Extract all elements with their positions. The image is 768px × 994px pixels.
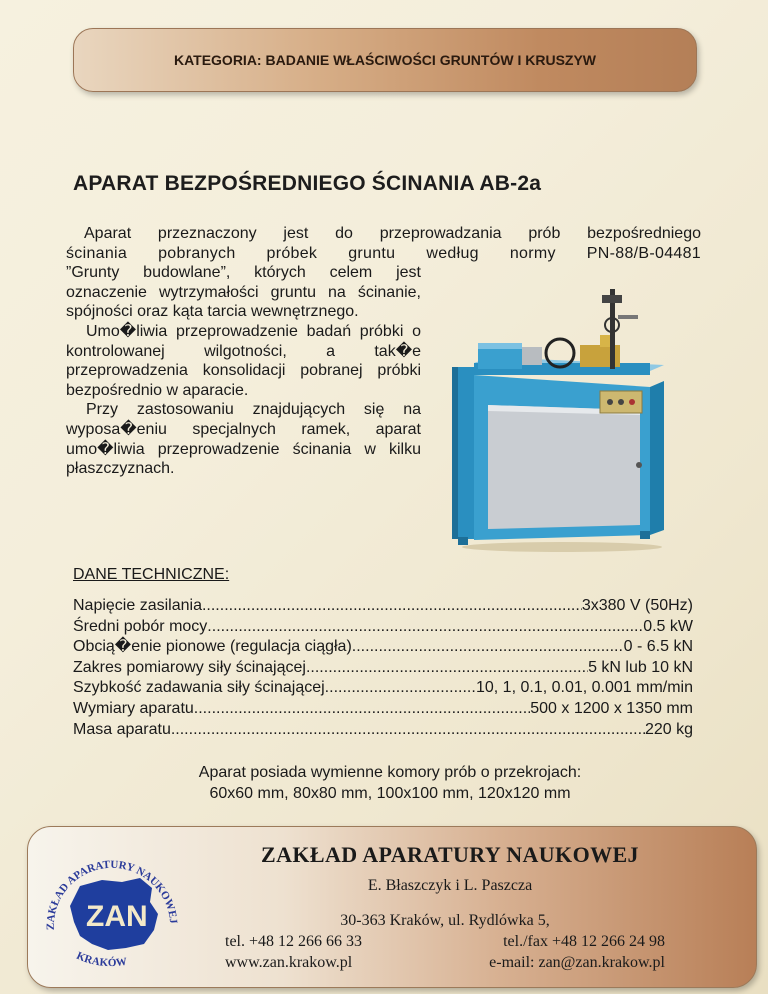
zan-logo xyxy=(40,852,182,974)
company-address: 30-363 Kraków, ul. Rydlówka 5, xyxy=(340,912,550,929)
category-banner xyxy=(73,28,697,92)
logo-top-text: ZAKŁAD APARATURY NAUKOWEJ xyxy=(44,858,180,931)
intro-line-1: Aparat przeznaczony jest do przeprowadzania prób bezpośredniego xyxy=(84,225,701,242)
intro-paragraph-3: Przy zastosowaniu znajdujących się na wyposa�eniu specjalnych ramek, aparat umo�liwia przeprowadzenie ścinania w kilku płaszczyznach. xyxy=(66,401,421,478)
spec-value: 0.5 kW xyxy=(643,617,693,635)
spec-row xyxy=(73,596,693,617)
technical-data-heading: DANE TECHNICZNE: xyxy=(73,566,230,583)
spec-label: Obcią�enie pionowe (regulacja ciągła) xyxy=(73,638,352,656)
company-block xyxy=(220,842,680,895)
company-name: ZAKŁAD APARATURY NAUKOWEJ xyxy=(261,842,639,867)
chambers-line-2: 60x60 mm, 80x80 mm, 100x100 mm, 120x120 mm xyxy=(209,785,571,802)
spec-label: Zakres pomiarowy siły ścinającej xyxy=(73,658,306,676)
chambers-info xyxy=(90,762,690,804)
spec-value: 5 kN lub 10 kN xyxy=(588,658,693,676)
spec-label: Napięcie zasilania xyxy=(73,597,202,614)
company-owners: E. Błaszczyk i L. Paszcza xyxy=(367,877,533,894)
spec-row xyxy=(73,658,693,679)
spec-row xyxy=(73,617,693,638)
intro-paragraph-2: Umo�liwia przeprowadzenie badań próbki o kontrolowanej wilgotności, a tak�e przeprowadzenia konsolidacji pobranej próbki bezpośrednio w aparacie. xyxy=(66,322,421,399)
intro-line-2: ścinania pobranych próbek gruntu według normy PN-88/B-04481 xyxy=(66,244,701,262)
logo-bottom-text: KRAKÓW xyxy=(74,949,128,970)
spec-value: 500 x 1200 x 1350 mm xyxy=(530,699,693,717)
spec-label: Masa aparatu xyxy=(73,720,171,738)
fax-number: tel./fax +48 12 266 24 98 xyxy=(503,933,665,950)
spec-row xyxy=(73,720,693,741)
spec-row xyxy=(73,637,693,658)
page-title: APARAT BEZPOŚREDNIEGO ŚCINANIA AB-2a xyxy=(73,172,542,195)
spec-value: 220 kg xyxy=(644,720,693,738)
technical-specs xyxy=(73,596,693,740)
spec-label: Wymiary aparatu xyxy=(73,699,194,717)
spec-row xyxy=(73,699,693,720)
spec-value: 0 - 6.5 kN xyxy=(623,638,693,656)
spec-value: 10, 1, 0.1, 0.01, 0.001 mm/min xyxy=(475,679,693,697)
spec-label: Średni pobór mocy xyxy=(73,617,208,635)
logo-center-text: ZAN xyxy=(86,900,148,933)
spec-value: 3x380 V (50Hz) xyxy=(581,597,693,614)
intro-paragraph-1: ”Grunty budowlane”, których celem jest oznaczenie wytrzymałości gruntu na ścinanie, spójności oraz kąta tarcia wewnętrznego. xyxy=(66,264,421,321)
category-label: KATEGORIA: BADANIE WŁAŚCIWOŚCI GRUNTÓW I KRUSZYW xyxy=(173,52,597,68)
chambers-line-1: Aparat posiada wymienne komory prób o przekrojach: xyxy=(198,764,582,781)
website-link[interactable]: www.zan.krakow.pl xyxy=(225,954,353,971)
shear-apparatus-image xyxy=(450,285,675,553)
spec-row xyxy=(73,678,693,699)
contact-block xyxy=(225,910,665,973)
email-link[interactable]: e-mail: zan@zan.krakow.pl xyxy=(489,954,665,971)
phone-number: tel. +48 12 266 66 33 xyxy=(225,933,363,950)
svg-text:KRAKÓW xyxy=(75,950,128,969)
spec-label: Szybkość zadawania siły ścinającej xyxy=(73,679,325,697)
